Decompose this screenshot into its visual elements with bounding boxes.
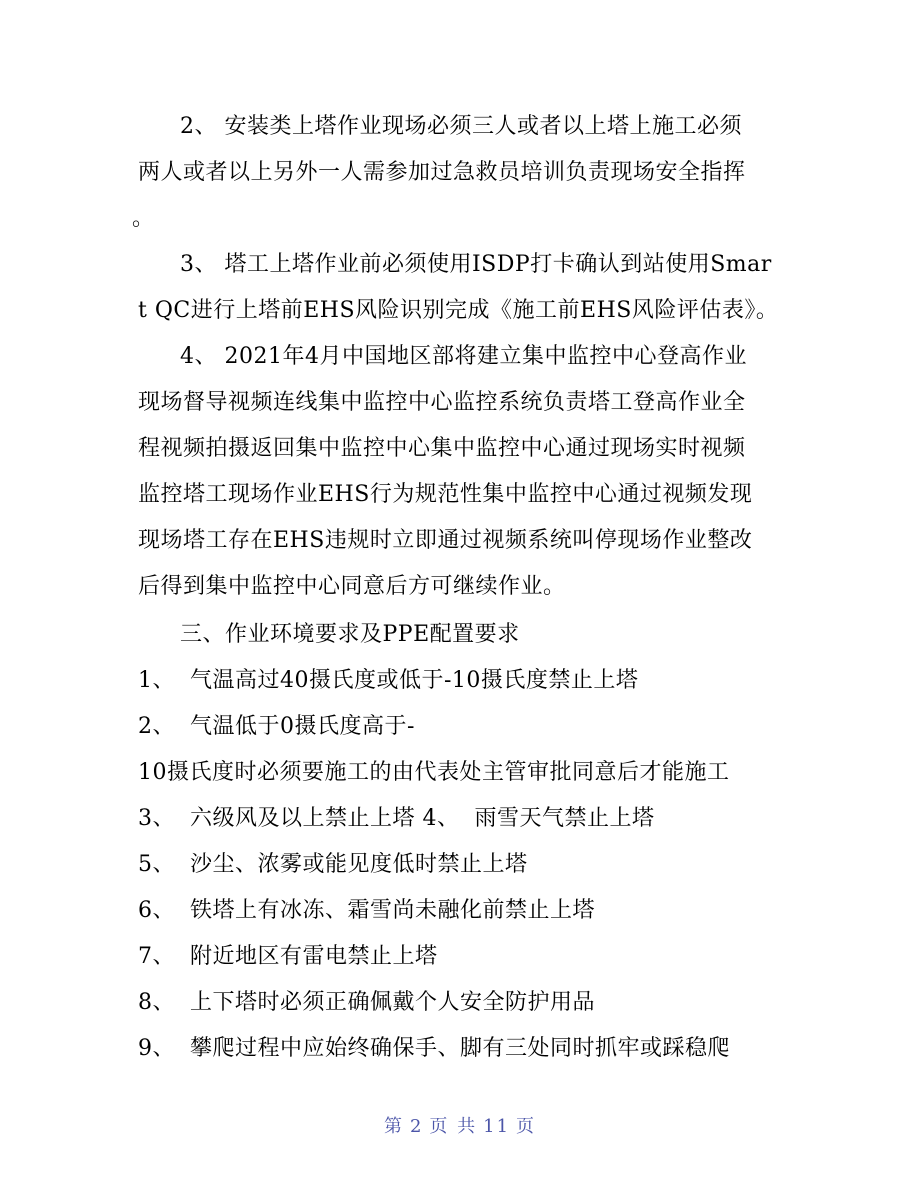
- paragraph-line: 。: [132, 206, 155, 231]
- paragraph-line: 现场塔工存在EHS违规时立即通过视频系统叫停现场作业整改: [138, 528, 753, 553]
- list-item: 3、 六级风及以上禁止上塔 4、 雨雪天气禁止上塔: [138, 806, 655, 831]
- list-item: 10摄氏度时必须要施工的由代表处主管审批同意后才能施工: [138, 760, 730, 785]
- paragraph-line: 两人或者以上另外一人需参加过急救员培训负责现场安全指挥: [138, 160, 746, 185]
- list-item: 2、 气温低于0摄氏度高于-: [138, 714, 415, 739]
- paragraph-line: 后得到集中监控中心同意后方可继续作业。: [138, 574, 566, 599]
- page-label-mid: 页 共: [429, 1116, 478, 1137]
- section-heading: 三、作业环境要求及PPE配置要求: [180, 622, 520, 647]
- list-item: 5、 沙尘、浓雾或能见度低时禁止上塔: [138, 852, 528, 877]
- paragraph-line: 4、 2021年4月中国地区部将建立集中监控中心登高作业: [180, 344, 747, 369]
- page-number: 2: [409, 1116, 424, 1137]
- paragraph-line: 监控塔工现场作业EHS行为规范性集中监控中心通过视频发现: [138, 482, 753, 507]
- page-label-suffix: 页: [516, 1116, 537, 1137]
- page-label-prefix: 第: [383, 1116, 404, 1137]
- page-footer: [0, 1112, 920, 1138]
- total-pages: 11: [483, 1116, 511, 1137]
- paragraph-line: 现场督导视频连线集中监控中心监控系统负责塔工登高作业全: [138, 390, 746, 415]
- list-item: 8、 上下塔时必须正确佩戴个人安全防护用品: [138, 990, 595, 1015]
- list-item: 9、 攀爬过程中应始终确保手、脚有三处同时抓牢或踩稳爬: [138, 1036, 730, 1061]
- paragraph-line: t QC进行上塔前EHS风险识别完成《施工前EHS风险评估表》。: [138, 298, 779, 323]
- list-item: 1、 气温高过40摄氏度或低于-10摄氏度禁止上塔: [138, 668, 639, 693]
- paragraph-line: 2、 安装类上塔作业现场必须三人或者以上塔上施工必须: [180, 114, 742, 139]
- list-item: 7、 附近地区有雷电禁止上塔: [138, 944, 438, 969]
- paragraph-line: 3、 塔工上塔作业前必须使用ISDP打卡确认到站使用Smar: [180, 252, 772, 277]
- list-item: 6、 铁塔上有冰冻、霜雪尚未融化前禁止上塔: [138, 898, 595, 923]
- paragraph-line: 程视频拍摄返回集中监控中心集中监控中心通过现场实时视频: [138, 436, 746, 461]
